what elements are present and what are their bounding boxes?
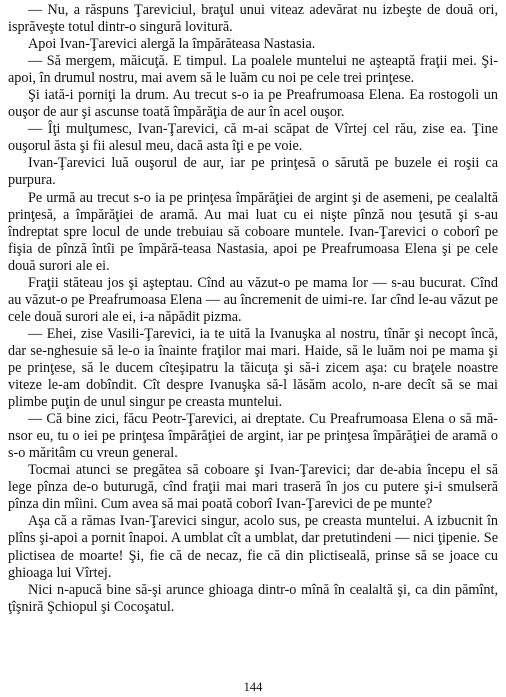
paragraph: — Nu, a răspuns Ţareviciul, braţul unui viteaz adevărat nu izbeşte de două ori, isprăveşte totul dintr-o singură lovitură. (8, 2, 498, 36)
paragraph: Tocmai atunci se pregătea să coboare şi Ivan-Ţarevici; dar de-abia începu el să lege pînza de-o buturugă, cînd fraţii mai mari traseră în jos cu putere şi-i smulseră pînza din mîini. Cum avea să mai poată coborî Ivan-Ţarevici de pe munte? (8, 462, 498, 513)
paragraph: — Îţi mulţumesc, Ivan-Ţarevici, că m-ai scăpat de Vîrtej cel rău, zise ea. Ţine ouşorul ăsta şi fii alesul meu, dacă asta îţi e pe voie. (8, 121, 498, 155)
paragraph: — Că bine zici, făcu Peotr-Ţarevici, ai dreptate. Cu Preafrumoasa Elena o să mă-nsor eu, tu o iei pe prinţesa împărăţiei de argint, iar pe prinţesa împărăţiei de aramă o s-o măritâm cu vreun general. (8, 411, 498, 462)
paragraph: — Ehei, zise Vasili-Ţarevici, ia te uită la Ivanuşka al nostru, tînăr şi necopt încă, dar se-nghesuie să le-o ia înainte fraţilor mai mari. Haide, să le luăm noi pe mama şi pe prinţese, să le ducem cîteşipatru la tăicuţa şi să-i zicem aşa: cu braţele noastre viteze le-am dobîndit. Cît despre Ivanuşka să-l lăsăm acolo, n-are decît să se mai plimbe puţin de unul singur pe creasta muntelui. (8, 325, 498, 411)
page-number: 144 (243, 680, 263, 694)
paragraph: Ivan-Ţarevici luă ouşorul de aur, iar pe prinţesă o sărută pe buzele ei roşii ca purpura. (8, 155, 498, 189)
paragraph: Şi iată-i porniţi la drum. Au trecut s-o ia pe Preafrumoasa Elena. Ea rostogoli un ouşor de aur şi ascunse toată împărăţia de aur în acel ouşor. (8, 87, 498, 121)
paragraph: Aşa că a rămas Ivan-Ţarevici singur, acolo sus, pe creasta muntelui. A izbucnit în plîns şi-apoi a pornit înapoi. A umblat cît a umblat, dar pretutindeni — nici ţipenie. Se plictisea de moarte! Şi, fie că de necaz, fie că din plictiseală, prinse să se joace cu ghioaga lui Vîrtej. (8, 513, 498, 581)
book-page-text (8, 2, 498, 695)
paragraph: Apoi Ivan-Ţarevici alergă la împărăteasa Nastasia. (28, 36, 316, 53)
paragraph: Fraţii stăteau jos şi aşteptau. Cînd au văzut-o pe mama lor — s-au bucurat. Cînd au văzut-o pe Preafrumoasa Elena — au încremenit de uimi-re. Iar cînd le-au văzut pe cele două surori ale ei, i-a năpădit pizma. (8, 274, 498, 325)
paragraph: Nici n-apucă bine să-şi arunce ghioaga dintr-o mînă în cealaltă şi, ca din pămînt, ţîşniră Şchiopul şi Cocoşatul. (8, 581, 498, 615)
paragraph: Pe urmă au trecut s-o ia pe prinţesa împărăţiei de argint şi de asemeni, pe cealaltă prinţesă, a împărăţiei de aramă. Au mai luat cu ei nişte pînză nou ţesută şi s-au îndreptat spre locul de unde trebuiau să coboare muntele. Ivan-Ţarevici o coborî pe fişia de pînză întîi pe împără-teasa Nastasia, apoi pe Preafrumoasa Elena şi pe cele două surori ale ei. (8, 189, 498, 274)
paragraph: — Să mergem, măicuţă. E timpul. La poalele muntelui ne aşteaptă fraţii mei. Şi-apoi, în drumul nostru, mai avem să le luăm cu noi pe cele trei prinţese. (8, 53, 498, 87)
